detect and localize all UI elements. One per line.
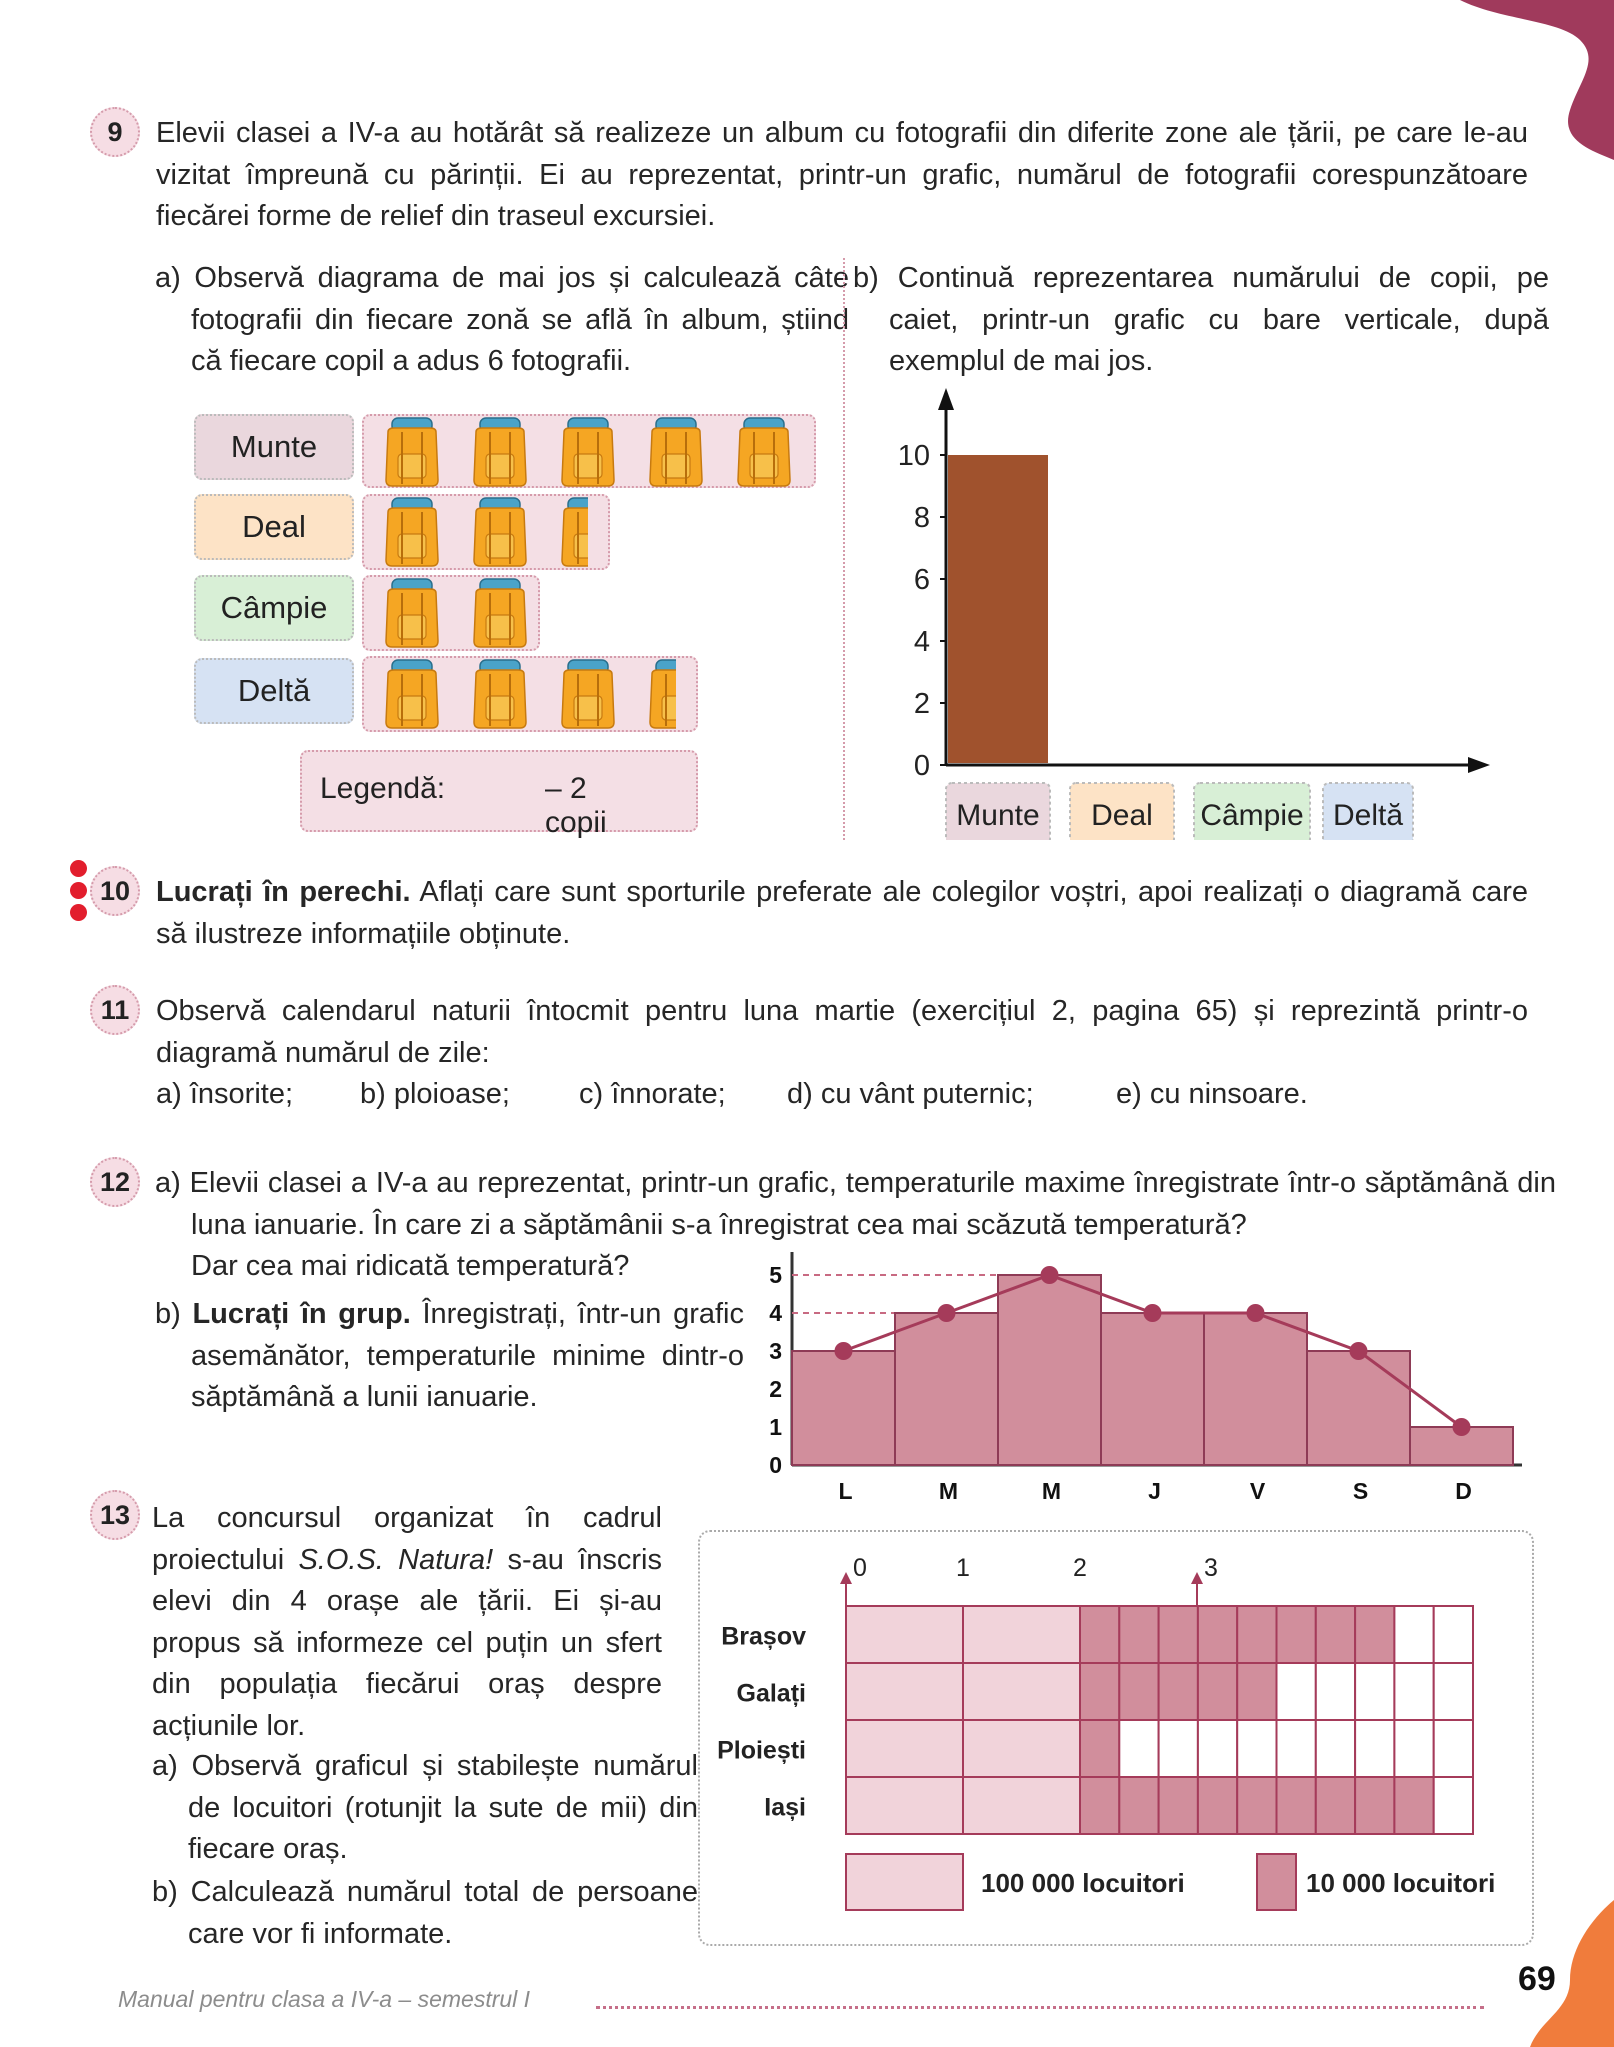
option-d: d) cu vânt puternic; — [787, 1078, 1034, 1110]
x-tick-label: J — [1148, 1478, 1161, 1504]
backpack-icon — [386, 498, 438, 566]
exercise-12-b-body: Înregistrați, într-un grafic asemănător, temperaturile minime dintr-o săptămână a lunii ianuarie. — [191, 1298, 744, 1413]
block-10000 — [1316, 1663, 1355, 1720]
bar-chart-relief — [880, 380, 1500, 840]
backpack-icon — [650, 660, 702, 728]
block-10000 — [1394, 1606, 1433, 1663]
block-10000 — [1198, 1663, 1237, 1720]
block-100000 — [846, 1777, 963, 1834]
category-label: Munte — [956, 799, 1040, 832]
exercise-13-part-b: b) Calculează numărul total de persoane care vor fi informate. — [152, 1876, 698, 1950]
pictogram-label-campie: Câmpie — [194, 575, 354, 641]
y-tick-label: 10 — [897, 440, 930, 472]
block-10000 — [1119, 1720, 1158, 1777]
temp-bar — [1307, 1351, 1410, 1465]
backpack-icon — [562, 660, 614, 728]
backpack-icon — [474, 660, 526, 728]
axis-label: 2 — [1073, 1554, 1087, 1582]
block-10000 — [1237, 1777, 1276, 1834]
block-10000 — [1434, 1606, 1473, 1663]
block-10000 — [1080, 1663, 1119, 1720]
block-100000 — [963, 1663, 1080, 1720]
temp-bar — [1101, 1313, 1204, 1465]
block-10000 — [1159, 1777, 1198, 1834]
exercise-number-11: 11 — [90, 985, 140, 1035]
exercise-number-9: 9 — [90, 107, 140, 157]
temperature-point — [1144, 1304, 1162, 1322]
city-label: Galați — [736, 1679, 806, 1708]
pair-work-dot — [70, 882, 87, 899]
legend-big-label: 100 000 locuitori — [981, 1868, 1185, 1898]
y-tick-label: 4 — [769, 1300, 782, 1326]
block-10000 — [1434, 1720, 1473, 1777]
backpack-icon — [562, 418, 614, 486]
block-10000 — [1237, 1606, 1276, 1663]
city-label: Ploiești — [717, 1736, 806, 1765]
block-100000 — [846, 1606, 963, 1663]
exercise-12-b-prefix: b) — [155, 1298, 193, 1330]
category-label: Deal — [1091, 799, 1153, 832]
y-tick-label: 2 — [769, 1376, 782, 1402]
block-10000 — [1277, 1606, 1316, 1663]
temperature-point — [1041, 1266, 1059, 1284]
exercise-10-text — [156, 872, 1528, 955]
temperature-point — [1247, 1304, 1265, 1322]
block-100000 — [963, 1720, 1080, 1777]
option-c: c) înnorate; — [579, 1078, 726, 1110]
y-tick-label: 3 — [769, 1338, 782, 1364]
legend-small-label: 10 000 locuitori — [1306, 1868, 1496, 1898]
exercise-13-project-name: S.O.S. Natura! — [298, 1543, 494, 1576]
temperature-point — [1350, 1342, 1368, 1360]
pair-work-dot — [70, 860, 87, 877]
axis-label: 3 — [1204, 1554, 1218, 1582]
axis-label: 0 — [853, 1554, 867, 1582]
exercise-13-intro — [152, 1498, 662, 1747]
page-number: 69 — [1518, 1960, 1556, 1998]
exercise-13-intro-part2: s-au înscris elevi din 4 orașe ale țării. Ei și-au propus să informeze cel puțin un sfert din populația fiecărui oraș despre acțiunile lor. — [152, 1543, 662, 1742]
exercise-13-intro-part1: La concursul organizat în cadrul proiectului — [152, 1502, 662, 1576]
backpack-icon — [386, 579, 438, 647]
block-10000 — [1237, 1663, 1276, 1720]
city-label: Iași — [764, 1793, 806, 1822]
block-10000 — [1277, 1663, 1316, 1720]
block-10000 — [1159, 1606, 1198, 1663]
pictogram-legend-value: – 2 copii — [545, 772, 607, 839]
block-10000 — [1198, 1777, 1237, 1834]
y-tick-label: 0 — [913, 750, 930, 782]
pictogram-label-munte: Munte — [194, 414, 354, 480]
block-10000 — [1080, 1720, 1119, 1777]
x-tick-label: M — [1041, 1478, 1062, 1504]
exercise-9-part-b: b) Continuă reprezentarea numărului de copii, pe caiet, printr-un grafic cu bare verticale, după exemplul de mai jos. — [853, 262, 1549, 377]
backpack-icon — [386, 660, 438, 728]
pair-work-dot — [70, 904, 87, 921]
x-tick-label: S — [1352, 1478, 1369, 1504]
y-tick-label: 2 — [913, 688, 930, 720]
category-label: Câmpie — [1200, 799, 1304, 832]
axis-arrow-head — [840, 1572, 852, 1584]
block-10000 — [1394, 1663, 1433, 1720]
block-10000 — [1394, 1720, 1433, 1777]
y-tick-label: 4 — [913, 626, 930, 658]
block-10000 — [1119, 1777, 1158, 1834]
pictogram-icons — [0, 0, 860, 850]
option-a: a) însorite; — [156, 1078, 293, 1110]
backpack-icon — [386, 418, 438, 486]
pictogram-label-delta: Deltă — [194, 658, 354, 724]
block-10000 — [1355, 1777, 1394, 1834]
backpack-icon — [474, 579, 526, 647]
temp-bar — [792, 1351, 895, 1465]
exercise-10-bold: Lucrați în perechi. — [156, 876, 411, 908]
exercise-12-part-a-question: Dar cea mai ridicată temperatură? — [191, 1250, 630, 1282]
block-10000 — [1355, 1663, 1394, 1720]
y-tick-label: 1 — [769, 1414, 782, 1440]
y-axis-arrow — [938, 388, 954, 410]
block-100000 — [846, 1663, 963, 1720]
exercise-12-part-a: a) Elevii clasei a IV-a au reprezentat, printr-un grafic, temperaturile maxime înregistrate într-o săptămână din luna ianuarie. În care zi a săptămânii s-a înregistrat cea mai scăzută temperatură? — [155, 1167, 1556, 1241]
pictogram-legend-label: Legendă: — [320, 772, 446, 805]
bar-Munte — [948, 455, 1048, 763]
block-100000 — [846, 1720, 963, 1777]
block-10000 — [1159, 1720, 1198, 1777]
block-10000 — [1355, 1606, 1394, 1663]
exercise-13-part-a: a) Observă graficul și stabilește numărul de locuitori (rotunjit la sute de mii) din fiecare oraș. — [152, 1750, 698, 1865]
city-label: Brașov — [721, 1622, 806, 1651]
temperature-point — [835, 1342, 853, 1360]
footer-dotted-line — [596, 2006, 1484, 2009]
option-b: b) ploioase; — [360, 1078, 510, 1110]
x-tick-label: V — [1249, 1478, 1266, 1504]
backpack-icon — [650, 418, 702, 486]
block-10000 — [1277, 1777, 1316, 1834]
temp-bar — [895, 1313, 998, 1465]
pictogram-label-deal: Deal — [194, 494, 354, 560]
block-10000 — [1080, 1606, 1119, 1663]
population-chart — [700, 1532, 1534, 1944]
exercise-12-bold: Lucrați în grup. — [192, 1298, 411, 1330]
x-tick-label: M — [938, 1478, 959, 1504]
backpack-icon — [474, 418, 526, 486]
x-tick-label: D — [1455, 1478, 1472, 1504]
y-tick-label: 0 — [769, 1452, 782, 1478]
temp-bar — [1204, 1313, 1307, 1465]
block-10000 — [1237, 1720, 1276, 1777]
block-10000 — [1080, 1777, 1119, 1834]
y-tick-label: 8 — [913, 502, 930, 534]
block-10000 — [1277, 1720, 1316, 1777]
temp-bar — [998, 1275, 1101, 1465]
block-100000 — [963, 1606, 1080, 1663]
y-tick-label: 6 — [913, 564, 930, 596]
block-10000 — [1198, 1720, 1237, 1777]
x-axis-arrow — [1468, 757, 1490, 773]
x-tick-label: L — [838, 1478, 853, 1504]
footer-text: Manual pentru clasa a IV-a – semestrul I — [118, 1986, 531, 2012]
backpack-icon — [738, 418, 790, 486]
exercise-9-part-a: a) Observă diagrama de mai jos și calculează câte fotografii din fiecare zonă se află în album, știind că fiecare copil a adus 6 fotografii. — [155, 262, 849, 377]
y-tick-label: 5 — [769, 1262, 782, 1288]
temperature-point — [1453, 1418, 1471, 1436]
axis-arrow-head — [1191, 1572, 1203, 1584]
legend-swatch-big — [846, 1854, 963, 1910]
block-10000 — [1119, 1606, 1158, 1663]
block-10000 — [1434, 1663, 1473, 1720]
exercise-11-text: Observă calendarul naturii întocmit pentru luna martie (exercițiul 2, pagina 65) și reprezintă printr-o diagramă numărul de zile: — [156, 995, 1528, 1069]
block-10000 — [1316, 1720, 1355, 1777]
category-label: Deltă — [1332, 799, 1404, 832]
exercise-9-intro: Elevii clasei a IV-a au hotărât să realizeze un album cu fotografii din diferite zone ale țării, pe care le-au vizitat împreună cu părinții. Ei au reprezentat, printr-un grafic, numărul de fotografii corespunzătoare fiecărei forme de relief din traseul excursiei. — [156, 117, 1528, 232]
block-10000 — [1198, 1606, 1237, 1663]
block-10000 — [1434, 1777, 1473, 1834]
axis-label: 1 — [956, 1554, 970, 1582]
temperature-point — [938, 1304, 956, 1322]
block-10000 — [1355, 1720, 1394, 1777]
block-10000 — [1394, 1777, 1433, 1834]
backpack-icon — [474, 498, 526, 566]
temperature-chart — [760, 1250, 1530, 1510]
block-100000 — [963, 1777, 1080, 1834]
exercise-10-body: Aflați care sunt sporturile preferate ale colegilor voștri, apoi realizați o diagramă care să ilustreze informațiile obținute. — [156, 876, 1528, 950]
exercise-12-part-b — [155, 1294, 744, 1419]
block-10000 — [1159, 1663, 1198, 1720]
exercise-number-12: 12 — [90, 1157, 140, 1207]
block-10000 — [1316, 1606, 1355, 1663]
option-e: e) cu ninsoare. — [1116, 1078, 1308, 1110]
exercise-number-13: 13 — [90, 1490, 140, 1540]
block-10000 — [1119, 1663, 1158, 1720]
block-10000 — [1316, 1777, 1355, 1834]
backpack-icon — [562, 498, 614, 566]
exercise-number-10: 10 — [90, 866, 140, 916]
legend-swatch-small — [1257, 1854, 1296, 1910]
